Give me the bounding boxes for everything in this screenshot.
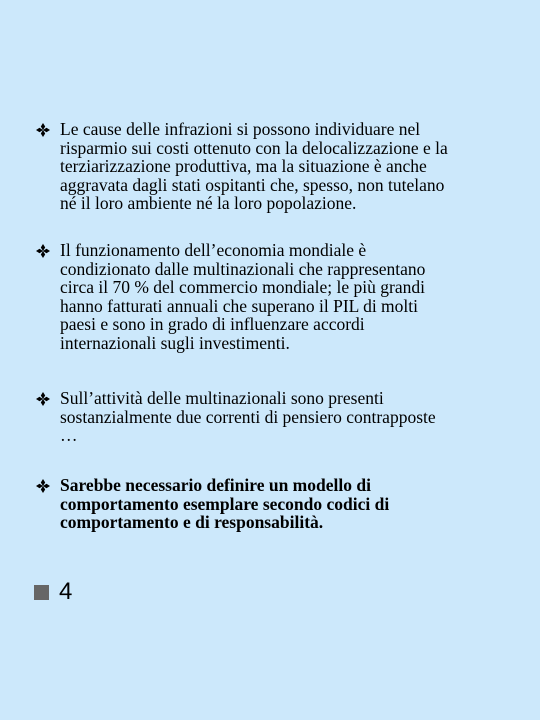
bullet-text: Il funzionamento dell’economia mondiale è condizionato dalle multinazionali che rappresentano circa il 70 % del commercio mondiale; le più grandi hanno fatturati annuali che superano il PIL di molti paesi e sono in grado di influenzare accordi internazionali sugli investimenti. — [60, 240, 426, 353]
bullet-item — [36, 476, 508, 532]
page-number-row — [34, 580, 72, 604]
diamond-bullet-icon — [36, 392, 50, 406]
page-number: 4 — [59, 578, 73, 605]
bullet-text: Sull’attività delle multinazionali sono presenti sostanzialmente due correnti di pensiero contrapposte … — [60, 388, 436, 446]
diamond-bullet-icon — [36, 123, 50, 137]
bullet-item — [36, 241, 508, 353]
bullet-text: Le cause delle infrazioni si possono individuare nel risparmio sui costi ottenuto con la delocalizzazione e la terziarizzazione produttiva, ma la situazione è anche aggravata dagli stati ospitanti che, spesso, non tutelano né il loro ambiente né la loro popolazione. — [60, 119, 448, 214]
bullet-item — [36, 120, 508, 213]
bullet-text: Sarebbe necessario definire un modello di comportamento esemplare secondo codici di comportamento e di responsabilità. — [60, 475, 390, 533]
diamond-bullet-icon — [36, 244, 50, 258]
square-bullet-icon — [34, 585, 49, 600]
diamond-bullet-icon — [36, 479, 50, 493]
bullet-item — [36, 389, 508, 445]
